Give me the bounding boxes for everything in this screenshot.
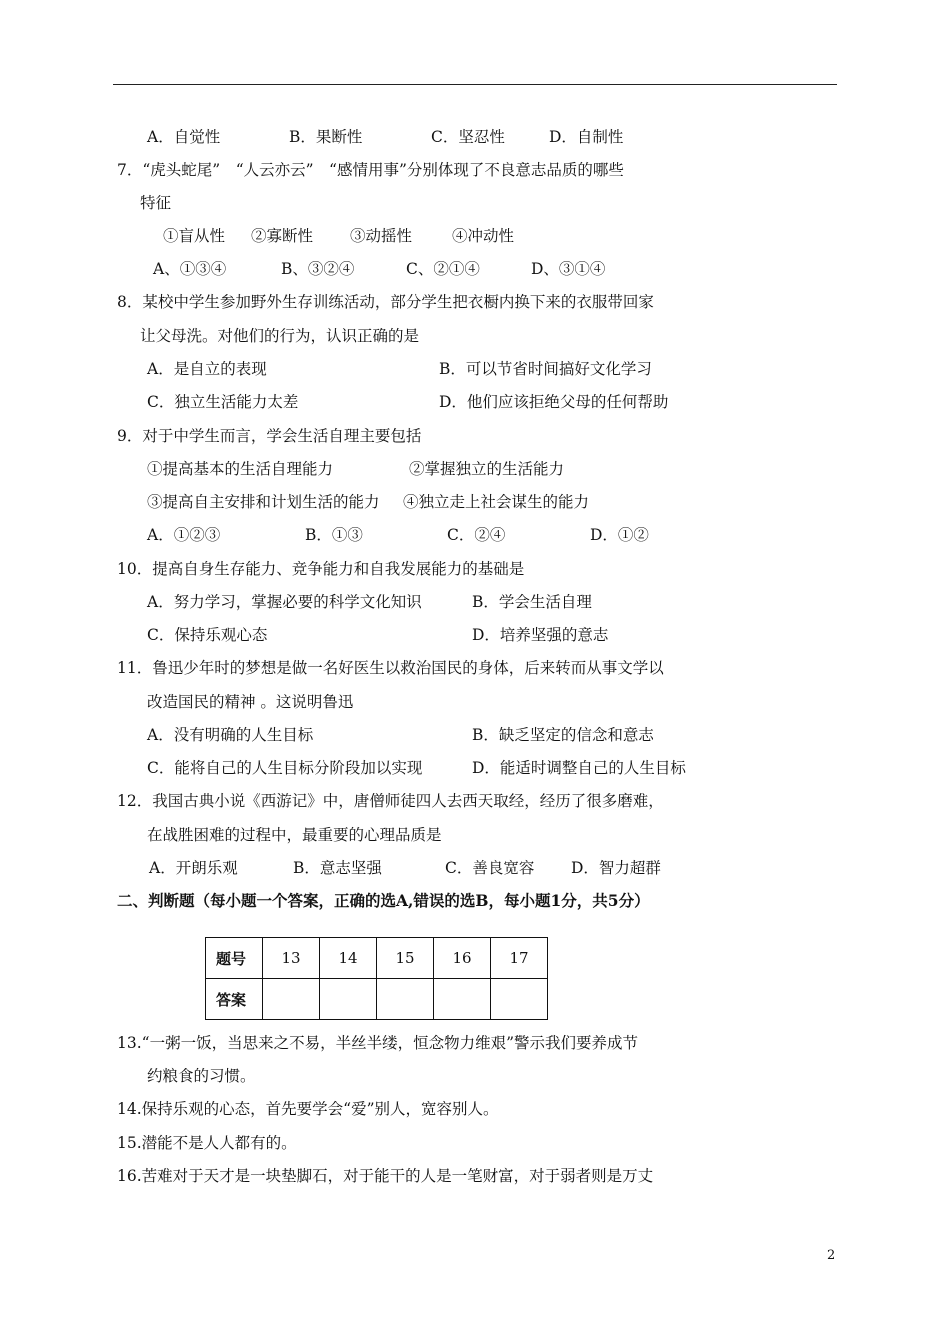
q7-stem-line1: 7．“虎头蛇尾” “人云亦云” “感情用事”分别体现了不良意志品质的哪些 [117, 161, 624, 179]
q6-option-a: A．自觉性 [147, 128, 221, 146]
answer-cell-15[interactable] [377, 979, 434, 1020]
answer-table-number-row [206, 938, 548, 979]
answer-table-answer-row [206, 979, 548, 1020]
q13-stem-line2: 约粮食的习惯。 [147, 1067, 256, 1085]
q6-option-d: D．自制性 [549, 128, 624, 146]
q11-option-b: B．缺乏坚定的信念和意志 [472, 726, 654, 744]
q7-item-1: ①盲从性 [163, 227, 226, 245]
answer-table-number-17: 17 [491, 938, 548, 979]
answer-table-number-15: 15 [377, 938, 434, 979]
q8-option-c: C．独立生活能力太差 [147, 393, 299, 411]
q9-stem-line1: 9．对于中学生而言，学会生活自理主要包括 [117, 427, 422, 445]
q10-stem-line1: 10．提高自身生存能力、竞争能力和自我发展能力的基础是 [117, 560, 525, 578]
q12-option-c: C．善良宽容 [445, 859, 535, 877]
q7-item-2: ②寡断性 [251, 227, 314, 245]
q9-item-3: ③提高自主安排和计划生活的能力 [147, 493, 380, 511]
q13-stem-line1: 13.“一粥一饭，当思来之不易，半丝半缕，恒念物力维艰”警示我们要养成节 [117, 1034, 639, 1052]
q7-item-3: ③动摇性 [350, 227, 413, 245]
q12-stem-line1: 12．我国古典小说《西游记》中，唐僧师徒四人去西天取经，经历了很多磨难， [117, 792, 664, 810]
answer-table-number-13: 13 [263, 938, 320, 979]
q9-item-1: ①提高基本的生活自理能力 [147, 460, 334, 478]
q6-option-b: B．果断性 [289, 128, 363, 146]
q11-option-a: A．没有明确的人生目标 [147, 726, 314, 744]
q8-stem-line1: 8．某校中学生参加野外生存训练活动，部分学生把衣橱内换下来的衣服带回家 [117, 293, 654, 311]
answer-cell-17[interactable] [491, 979, 548, 1020]
q8-option-b: B．可以节省时间搞好文化学习 [439, 360, 652, 378]
answer-table [205, 937, 548, 1020]
q8-stem-line2: 让父母洗。对他们的行为，认识正确的是 [140, 327, 420, 345]
q8-option-a: A．是自立的表现 [147, 360, 267, 378]
q16-stem-line1: 16.苦难对于天才是一块垫脚石，对于能干的人是一笔财富，对于弱者则是万丈 [117, 1167, 654, 1185]
q9-option-c: C．②④ [447, 526, 506, 544]
section2-title: 二、判断题（每小题一个答案，正确的选A,错误的选B，每小题1分，共5分） [117, 891, 650, 910]
answer-cell-14[interactable] [320, 979, 377, 1020]
answer-cell-16[interactable] [434, 979, 491, 1020]
answer-table-number-header: 题号 [206, 938, 263, 979]
q10-option-d: D．培养坚强的意志 [472, 626, 609, 644]
q7-option-c: C、②①④ [406, 260, 480, 278]
answer-table-number-16: 16 [434, 938, 491, 979]
q9-item-2: ②掌握独立的生活能力 [409, 460, 565, 478]
q10-option-c: C．保持乐观心态 [147, 626, 268, 644]
q14-stem-line1: 14.保持乐观的心态，首先要学会“爱”别人，宽容别人。 [117, 1100, 499, 1118]
answer-table-number-14: 14 [320, 938, 377, 979]
q9-option-d: D．①② [590, 526, 649, 544]
q10-option-a: A．努力学习，掌握必要的科学文化知识 [147, 593, 422, 611]
q6-option-c: C．坚忍性 [431, 128, 505, 146]
answer-cell-13[interactable] [263, 979, 320, 1020]
q7-item-4: ④冲动性 [452, 227, 515, 245]
q11-option-d: D．能适时调整自己的人生目标 [472, 759, 686, 777]
q12-stem-line2: 在战胜困难的过程中，最重要的心理品质是 [147, 826, 442, 844]
q11-stem-line2: 改造国民的精神 。这说明鲁迅 [147, 693, 354, 711]
header-rule [113, 84, 837, 85]
q9-item-4: ④独立走上社会谋生的能力 [403, 493, 590, 511]
q8-option-d: D．他们应该拒绝父母的任何帮助 [439, 393, 669, 411]
q10-option-b: B．学会生活自理 [472, 593, 592, 611]
q7-stem-line2: 特征 [140, 194, 172, 212]
q12-option-d: D．智力超群 [571, 859, 661, 877]
q12-option-b: B．意志坚强 [293, 859, 382, 877]
q15-stem-line1: 15.潜能不是人人都有的。 [117, 1134, 297, 1152]
q9-option-b: B．①③ [305, 526, 363, 544]
page-number: 2 [827, 1248, 836, 1263]
q12-option-a: A．开朗乐观 [149, 859, 238, 877]
q7-option-d: D、③①④ [531, 260, 606, 278]
answer-table-answer-header: 答案 [206, 979, 263, 1020]
q11-stem-line1: 11．鲁迅少年时的梦想是做一名好医生以救治国民的身体，后来转而从事文学以 [117, 659, 664, 677]
q9-option-a: A．①②③ [147, 526, 221, 544]
q11-option-c: C．能将自己的人生目标分阶段加以实现 [147, 759, 423, 777]
q7-option-b: B、③②④ [281, 260, 355, 278]
q7-option-a: A、①③④ [153, 260, 227, 278]
